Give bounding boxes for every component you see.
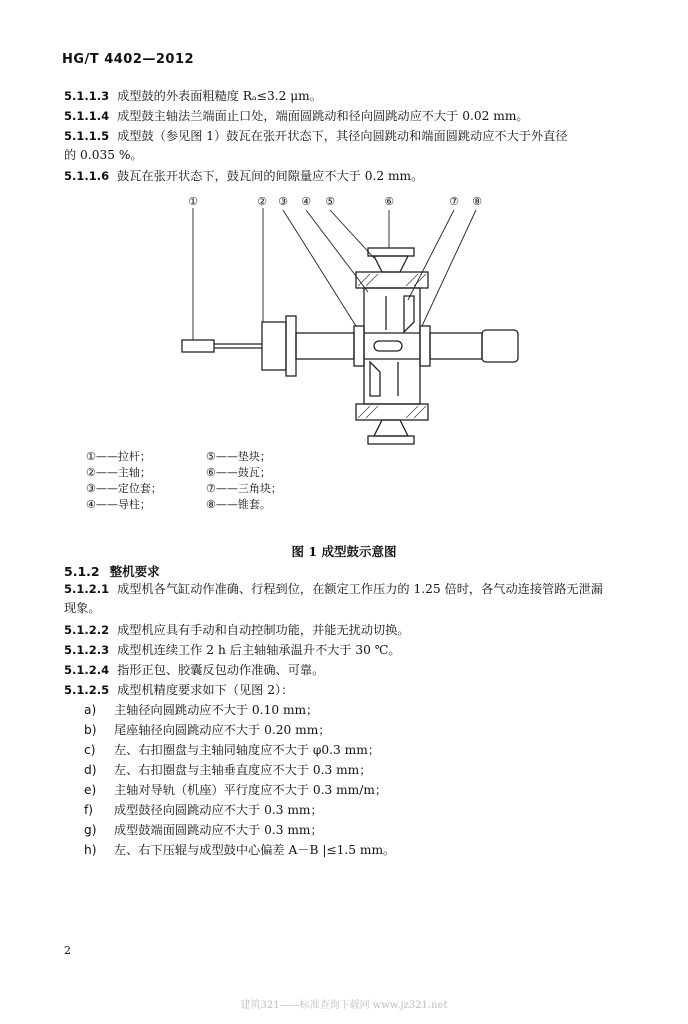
list-marker: f) bbox=[84, 803, 94, 817]
callout-1: ① bbox=[188, 195, 198, 208]
legend-item bbox=[206, 481, 282, 497]
clause-number: 5.1.1.4 bbox=[64, 109, 110, 123]
legend-item bbox=[86, 465, 162, 481]
legend-mark: ⑤ bbox=[206, 450, 216, 463]
watermark-text: 建筑321——标准查询下载网 www.jz321.net bbox=[240, 1000, 448, 1011]
list-text: 左、右扣圈盘与主轴同轴度应不大于 φ0.3 mm； bbox=[114, 743, 380, 757]
callout-6: ⑥ bbox=[384, 195, 394, 208]
legend-item bbox=[86, 481, 162, 497]
legend-item bbox=[206, 465, 282, 481]
clause-text: 成型鼓（参见图 1）鼓瓦在张开状态下，其径向圆跳动和端面圆跳动应不大于外直径 bbox=[117, 129, 568, 143]
clause-text: 成型机应具有手动和自动控制功能，并能无扰动切换。 bbox=[117, 623, 410, 637]
list-item-h bbox=[84, 842, 395, 859]
clause-number: 5.1.2.2 bbox=[64, 623, 110, 637]
callout-8: ⑧ bbox=[472, 195, 482, 208]
list-text: 主轴对导轨（机座）平行度应不大于 0.3 mm/m； bbox=[114, 783, 388, 797]
cone-sleeve bbox=[420, 326, 430, 366]
clause-5-1-2-3 bbox=[64, 642, 644, 659]
legend-text: ——主轴； bbox=[95, 466, 151, 479]
figure-legend-right bbox=[206, 449, 282, 513]
legend-item bbox=[206, 449, 282, 465]
legend-text: ——定位套； bbox=[95, 482, 162, 495]
callout-2: ② bbox=[257, 195, 267, 208]
legend-mark: ⑧ bbox=[206, 498, 216, 511]
list-text: 成型鼓端面圆跳动应不大于 0.3 mm； bbox=[114, 823, 323, 837]
clause-5-1-2-5 bbox=[64, 682, 644, 699]
callout-3: ③ bbox=[278, 195, 288, 208]
clause-number: 5.1.2.3 bbox=[64, 643, 110, 657]
clause-number: 5.1.1.6 bbox=[64, 169, 110, 183]
legend-text: ——锥套。 bbox=[215, 498, 271, 511]
legend-mark: ⑦ bbox=[206, 482, 216, 495]
legend-text: ——鼓瓦； bbox=[215, 466, 271, 479]
list-text: 成型鼓径向圆跳动应不大于 0.3 mm； bbox=[114, 803, 323, 817]
lower-mount-cone bbox=[374, 420, 408, 436]
clause-number: 5.1.1.5 bbox=[64, 129, 110, 143]
list-marker: h) bbox=[84, 843, 97, 857]
legend-mark: ② bbox=[86, 466, 96, 479]
clause-number: 5.1.2.1 bbox=[64, 582, 110, 596]
list-text: 尾座轴径向圆跳动应不大于 0.20 mm； bbox=[114, 723, 331, 737]
list-item-b bbox=[84, 722, 330, 739]
legend-item bbox=[206, 497, 282, 513]
clause-5-1-1-5-continuation: 的 0.035 %。 bbox=[64, 148, 143, 162]
list-marker: e) bbox=[84, 783, 97, 797]
legend-mark: ③ bbox=[86, 482, 96, 495]
tail-shaft-end bbox=[482, 330, 518, 362]
clause-5-1-2-1-continuation: 现象。 bbox=[64, 601, 101, 615]
main-shaft bbox=[296, 333, 354, 359]
clause-5-1-2-4 bbox=[64, 662, 644, 679]
clause-text: 成型机精度要求如下（见图 2）： bbox=[117, 683, 294, 697]
legend-text: ——拉杆； bbox=[95, 450, 151, 463]
clause-text: 指形正包、胶囊反包动作准确、可靠。 bbox=[117, 663, 325, 677]
legend-mark: ⑥ bbox=[206, 466, 216, 479]
clause-text: 成型机连续工作 2 h 后主轴轴承温升不大于 30 ℃。 bbox=[117, 643, 401, 657]
drum-slot bbox=[374, 341, 402, 351]
callout-4: ④ bbox=[301, 195, 311, 208]
list-text: 左、右下压辊与成型鼓中心偏差 A－B |≤1.5 mm。 bbox=[114, 843, 396, 857]
list-marker: a) bbox=[84, 703, 97, 717]
list-marker: c) bbox=[84, 743, 96, 757]
standard-number-header: HG/T 4402—2012 bbox=[62, 52, 195, 67]
legend-text: ——垫块； bbox=[215, 450, 271, 463]
main-shaft-collar bbox=[286, 316, 296, 376]
legend-item bbox=[86, 449, 162, 465]
legend-mark: ① bbox=[86, 450, 96, 463]
list-item-d bbox=[84, 762, 371, 779]
locating-sleeve bbox=[354, 326, 364, 366]
list-marker: g) bbox=[84, 823, 97, 837]
list-item-g bbox=[84, 822, 323, 839]
callout-5: ⑤ bbox=[325, 195, 335, 208]
figure-caption: 图 1 成型鼓示意图 bbox=[291, 544, 397, 559]
pull-rod bbox=[182, 340, 214, 352]
clause-number: 5.1.2.5 bbox=[64, 683, 110, 697]
section-number: 5.1.2 bbox=[64, 564, 100, 579]
legend-text: ——导柱； bbox=[95, 498, 151, 511]
list-marker: b) bbox=[84, 723, 97, 737]
tail-shaft bbox=[430, 333, 482, 359]
lower-mount-plate bbox=[368, 436, 414, 444]
upper-mount-cone bbox=[374, 256, 408, 272]
clause-5-1-2-2 bbox=[64, 622, 644, 639]
section-heading-5-1-2 bbox=[64, 562, 160, 580]
callout-7: ⑦ bbox=[449, 195, 459, 208]
list-text: 左、右扣圈盘与主轴垂直度应不大于 0.3 mm； bbox=[114, 763, 372, 777]
main-shaft-flange bbox=[262, 322, 286, 370]
upper-mount-plate bbox=[368, 248, 414, 256]
list-text: 主轴径向圆跳动应不大于 0.10 mm； bbox=[114, 703, 319, 717]
section-title: 整机要求 bbox=[109, 564, 160, 579]
list-item-c bbox=[84, 742, 380, 759]
clause-text: 成型机各气缸动作准确、行程到位，在额定工作压力的 1.25 倍时，各气动连接管路无泄漏 bbox=[117, 582, 603, 596]
list-item-a bbox=[84, 702, 318, 719]
legend-item bbox=[86, 497, 162, 513]
triangle-block-lower bbox=[370, 362, 380, 396]
clause-text: 成型鼓的外表面粗糙度 Rₐ≤3.2 μm。 bbox=[117, 89, 322, 103]
drum-body bbox=[364, 288, 420, 404]
clause-text: 成型鼓主轴法兰端面止口处，端面圆跳动和径向圆跳动应不大于 0.02 mm。 bbox=[117, 109, 529, 123]
clause-number: 5.1.1.3 bbox=[64, 89, 110, 103]
clause-5-1-2-1 bbox=[64, 581, 644, 598]
triangle-block-upper bbox=[404, 296, 414, 332]
list-item-f bbox=[84, 802, 323, 819]
legend-text: ——三角块； bbox=[215, 482, 282, 495]
clause-number: 5.1.2.4 bbox=[64, 663, 110, 677]
clause-text: 鼓瓦在张开状态下，鼓瓦间的间隙量应不大于 0.2 mm。 bbox=[117, 169, 424, 183]
legend-mark: ④ bbox=[86, 498, 96, 511]
page-number: 2 bbox=[64, 944, 71, 957]
list-marker: d) bbox=[84, 763, 97, 777]
figure-legend-left bbox=[86, 449, 162, 513]
list-item-e bbox=[84, 782, 387, 799]
